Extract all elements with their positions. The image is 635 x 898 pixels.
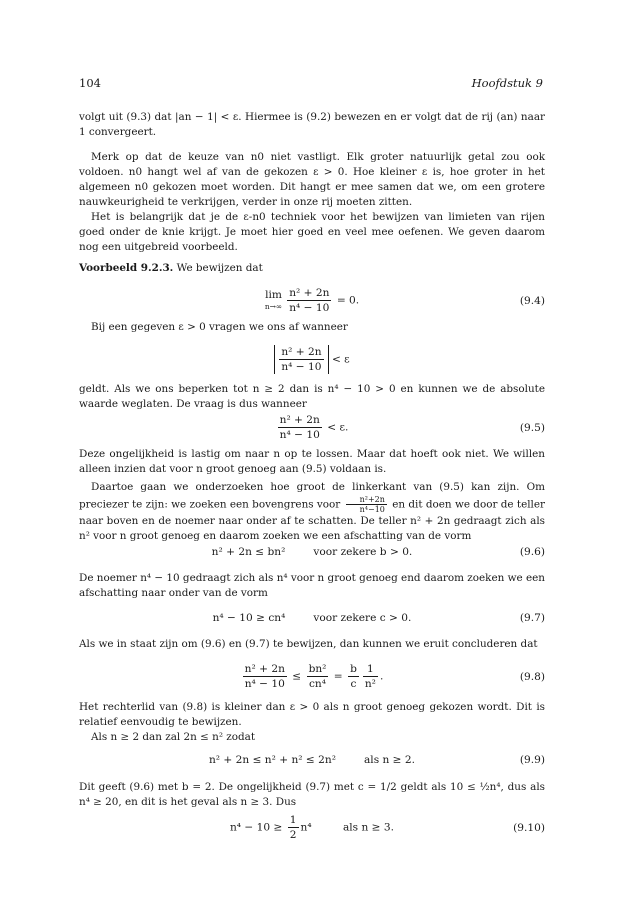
example-heading	[79, 261, 545, 276]
equation-9-4: lim n→∞ $\frac{\text{n² + 2n}}{\text{n⁴ − 10}}$ = 0. (9.4)	[264, 287, 545, 314]
equation-9-5: $\frac{\text{n² + 2n}}{\text{n⁴ − 10}}$ < ε. (9.5)	[279, 414, 545, 441]
paragraph-12: Dit geeft (9.6) met b = 2. De ongelijkheid (9.7) met c = 1/2 geldt als 10 ≤ ½n⁴, dus als n⁴ ≥ 20, en dit is het geval als n ≥ 3. Dus	[79, 781, 545, 808]
equation-9-9: n² + 2n ≤ n² + n² ≤ 2n² als n ≥ 2. (9.9)	[208, 754, 545, 766]
limit-operator: lim n→∞	[264, 288, 283, 311]
paragraph-5: geldt. Als we ons beperken tot n ≥ 2 dan is n⁴ − 10 > 0 en kunnen we de absolute waarde weglaten. De vraag is dus wanneer	[79, 383, 545, 410]
chapter-title: Hoofdstuk 9	[471, 76, 543, 90]
paragraph-10: Het rechterlid van (9.8) is kleiner dan ε > 0 als n groot genoeg gekozen wordt. Dit is relatief eenvoudig te bewijzen.	[79, 701, 545, 728]
equation-label: (9.4)	[519, 295, 545, 307]
equation-label: (9.9)	[519, 754, 545, 766]
equation-label: (9.5)	[519, 422, 545, 434]
paragraph-7: Daartoe gaan we onderzoeken hoe groot de linkerkant van (9.5) kan zijn. Om preciezer te zijn: we zoeken een bovengrens voor $\frac{\text{n²+2n}}{\text{n⁴−10}}$ en dit doen we door de teller naar boven en de noemer naar onder af te schatten. De teller n² + 2n gedraagt zich als n² voor n groot genoeg en daarom zoeken we een afschatting van de vorm	[79, 481, 545, 542]
inline-fraction: $\frac{\text{n²+2n}}{\text{n⁴−10}}$	[346, 495, 387, 514]
equation-label: (9.7)	[519, 612, 545, 624]
page-number: 104	[79, 76, 101, 90]
equation-label: (9.6)	[519, 546, 545, 558]
example-intro: We bewijzen dat	[176, 262, 263, 274]
equation-9-7: n⁴ − 10 ≥ cn⁴ voor zekere c > 0. (9.7)	[212, 612, 545, 624]
absolute-value: $\frac{\text{n² + 2n}}{\text{n⁴ − 10}}$	[274, 345, 328, 374]
paragraph-9: Als we in staat zijn om (9.6) en (9.7) te bewijzen, dan kunnen we eruit concluderen dat	[79, 638, 538, 650]
equation-label: (9.8)	[519, 671, 545, 683]
equation-abs: $\frac{\text{n² + 2n}}{\text{n⁴ − 10}}$ < ε	[79, 345, 545, 379]
paragraph-11: Als n ≥ 2 dan zal 2n ≤ n² zodat	[91, 731, 256, 743]
example-label: Voorbeeld 9.2.3.	[79, 262, 174, 274]
paragraph-8: De noemer n⁴ − 10 gedraagt zich als n⁴ voor n groot genoeg end daarom zoeken we een afschatting naar onder van de vorm	[79, 572, 545, 599]
equation-9-8: $\frac{\text{n² + 2n}}{\text{n⁴ − 10}}$ ≤ $\frac{\text{bn²}}{\text{cn⁴}}$ = $\frac{b}{c}$ $\frac{1}{\text{n²}}$ . (9.8)	[244, 663, 545, 690]
paragraph-6: Deze ongelijkheid is lastig om naar n op te lossen. Maar dat hoeft ook niet. We willen alleen inzien dat voor n groot genoeg aan (9.5) voldaan is.	[79, 448, 545, 475]
paragraph-4: Bij een gegeven ε > 0 vragen we ons af wanneer	[91, 321, 348, 333]
fraction: $\frac{\text{n² + 2n}}{\text{n⁴ − 10}}$	[289, 287, 330, 314]
paragraph-3: Het is belangrijk dat je de ε-n0 techniek voor het bewijzen van limieten van rijen goed onder de knie krijgt. Je moet hier goed en veel mee oefenen. We geven daarom nog een uitgebreid voorbeeld.	[79, 211, 545, 253]
paragraph-1: volgt uit (9.3) dat |an − 1| < ε. Hiermee is (9.2) bewezen en er volgt dat de rij (an) naar 1 convergeert.	[79, 111, 545, 138]
equation-label: (9.10)	[513, 822, 545, 834]
equation-9-6: n² + 2n ≤ bn² voor zekere b > 0. (9.6)	[211, 546, 545, 558]
equation-9-10: n⁴ − 10 ≥ $\frac{1}{2}$ n⁴ als n ≥ 3. (9.10)	[229, 814, 545, 841]
paragraph-2: Merk op dat de keuze van n0 niet vastligt. Elk groter natuurlijk getal zou ook voldoen. n0 hangt wel af van de gekozen ε > 0. Hoe kleiner ε is, hoe groter in het algemeen n0 gekozen moet worden. Dit hangt er mee samen dat we, om een grotere nauwkeurigheid te verkrijgen, verder in onze rij moeten zitten.	[79, 151, 545, 208]
